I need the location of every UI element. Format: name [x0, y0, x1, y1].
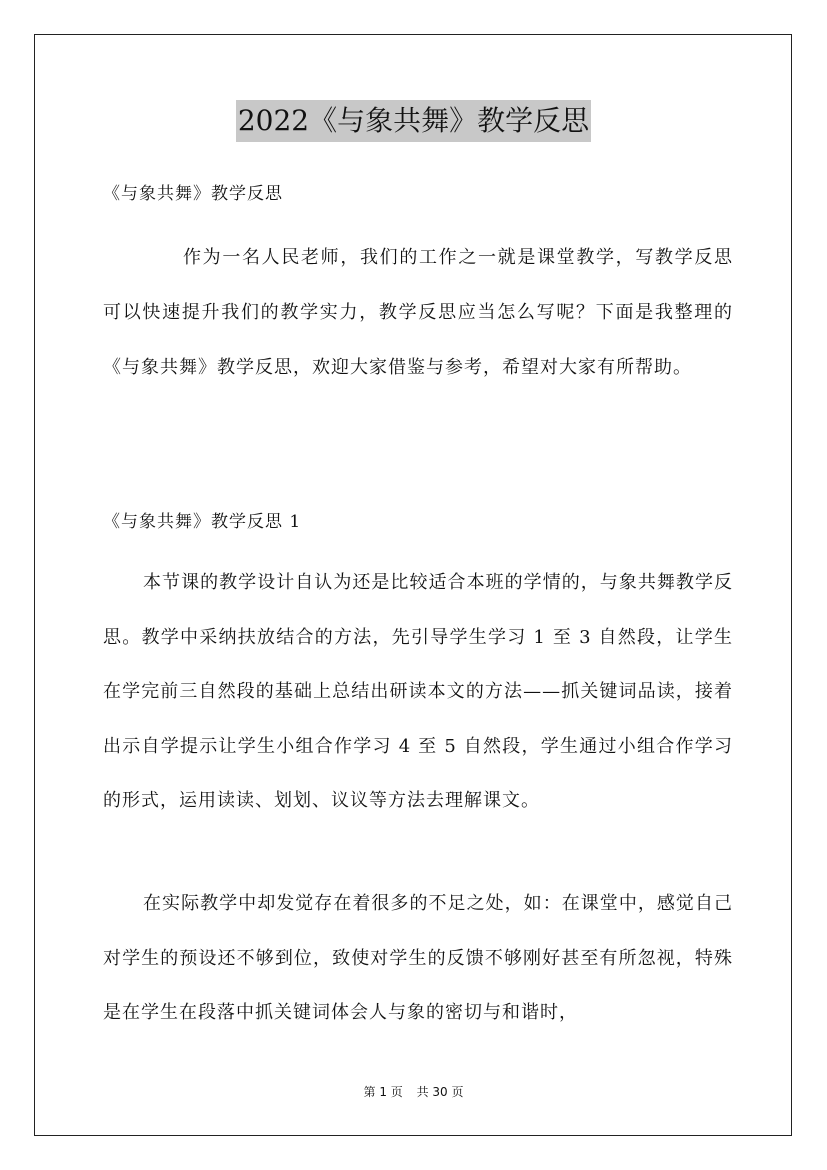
body-paragraph: 在实际教学中却发觉存在着很多的不足之处，如：在课堂中，感觉自己对学生的预设还不够到位，致使对学生的反馈不够刚好甚至有所忽视，特殊是在学生在段落中抓关键词体会人与象的密切与和谐时，	[103, 893, 733, 1023]
intro-paragraph: 作为一名人民老师，我们的工作之一就是课堂教学，写教学反思可以快速提升我们的教学实力，教学反思应当怎么写呢？下面是我整理的《与象共舞》教学反思，欢迎大家借鉴与参考，希望对大家有所帮助。	[103, 247, 733, 378]
page-number: 第 1 页	[363, 1085, 403, 1099]
document-subtitle: 《与象共舞》教学反思	[103, 184, 283, 204]
page-total: 共 30 页	[416, 1085, 464, 1099]
document-title	[0, 100, 827, 142]
document-title-text: 2022《与象共舞》教学反思	[236, 100, 591, 142]
body-paragraph: 本节课的教学设计自认为还是比较适合本班的学情的，与象共舞教学反思。教学中采纳扶放结合的方法，先引导学生学习 1 至 3 自然段，让学生在学完前三自然段的基础上总结出研读本文的方法——抓关键词品读，接着出示自学提示让学生小组合作学习 4 至 5 自然段，学生通过小组合作学习的形式，运用读读、划划、议议等方法去理解课文。	[103, 572, 733, 811]
page-footer	[0, 1083, 827, 1100]
section-heading: 《与象共舞》教学反思 1	[103, 512, 302, 532]
